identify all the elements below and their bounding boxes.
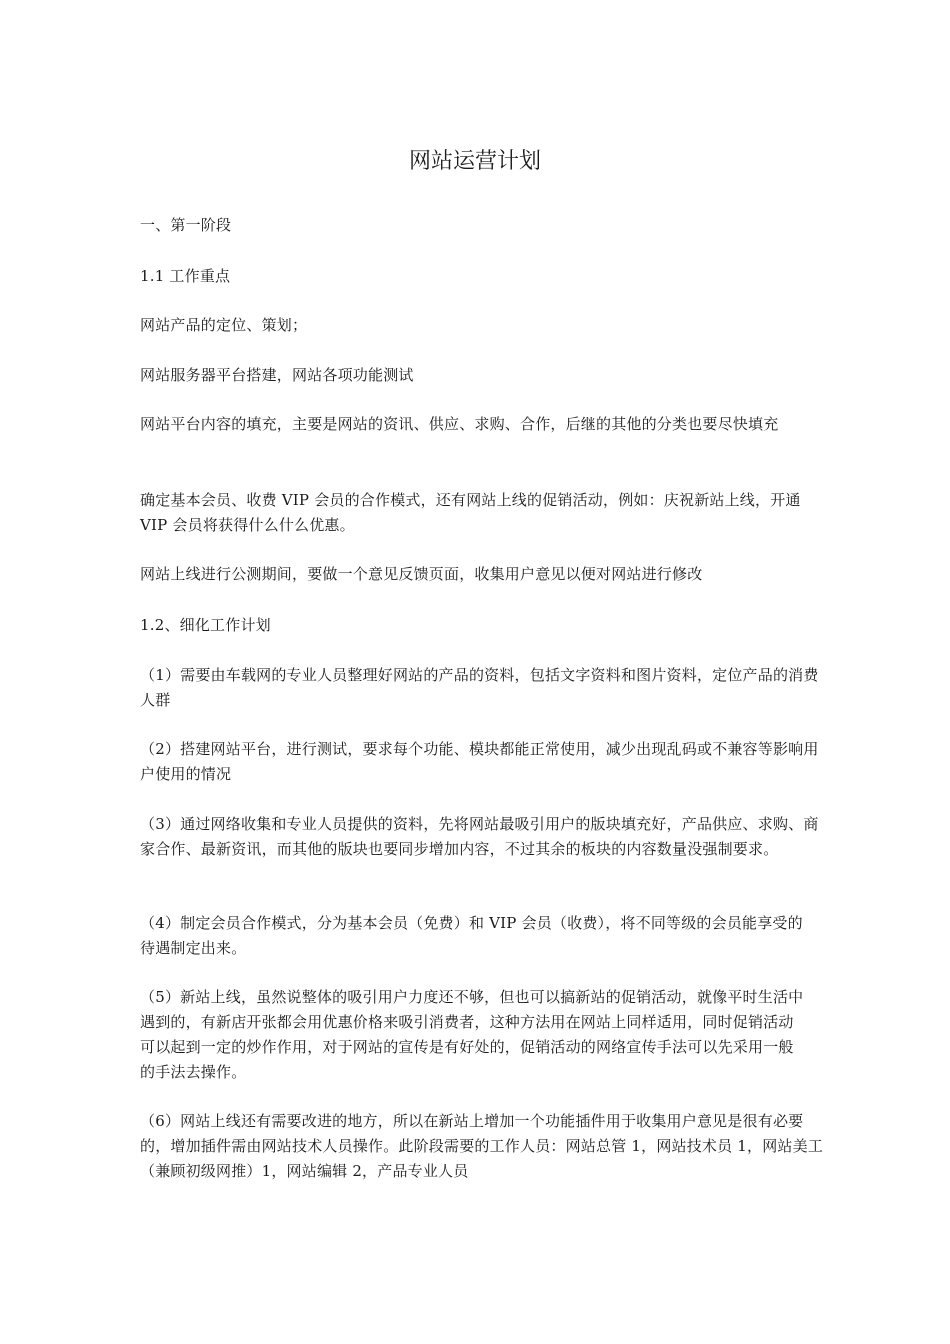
paragraph: 确定基本会员、收费 VIP 会员的合作模式，还有网站上线的促销活动，例如：庆祝新站上线，开通 VIP 会员将获得什么什么优惠。 [140,491,801,534]
paragraph: 网站服务器平台搭建，网站各项功能测试 [140,366,414,384]
list-item: （5）新站上线，虽然说整体的吸引用户力度还不够，但也可以搞新站的促销活动，就像平时生活中遇到的，有新店开张都会用优惠价格来吸引消费者，这种方法用在网站上同样适用，同时促销活动可以起到一定的炒作作用，对于网站的宣传是有好处的，促销活动的网络宣传手法可以先采用一般的手法去操作。 [140,988,804,1081]
list-item: （4）制定会员合作模式，分为基本会员（免费）和 VIP 会员（收费），将不同等级的会员能享受的待遇制定出来。 [140,914,803,957]
subsection-heading: 1.1 工作重点 [140,267,231,285]
list-item: （1）需要由车载网的专业人员整理好网站的产品的资料，包括文字资料和图片资料，定位产品的消费人群 [140,666,819,709]
paragraph: 网站平台内容的填充，主要是网站的资讯、供应、求购、合作，后继的其他的分类也要尽快填充 [140,415,779,433]
paragraph: 网站产品的定位、策划； [140,316,308,334]
subsection-heading: 1.2、细化工作计划 [140,616,271,634]
list-item: （6）网站上线还有需要改进的地方，所以在新站上增加一个功能插件用于收集用户意见是很有必要的，增加插件需由网站技术人员操作。此阶段需要的工作人员：网站总管 1，网站技术员 1，网站美工（兼顾初级网推）1，网站编辑 2，产品专业人员 [140,1112,824,1180]
list-item: （2）搭建网站平台，进行测试，要求每个功能、模块都能正常使用，减少出现乱码或不兼容等影响用户使用的情况 [140,740,819,783]
section-heading: 一、第一阶段 [140,216,232,234]
paragraph: 网站上线进行公测期间，要做一个意见反馈页面，收集用户意见以便对网站进行修改 [140,565,703,583]
document-title: 网站运营计划 [408,149,541,174]
list-item: （3）通过网络收集和专业人员提供的资料，先将网站最吸引用户的版块填充好，产品供应、求购、商家合作、最新资讯，而其他的版块也要同步增加内容，不过其余的板块的内容数量没强制要求。 [140,815,819,858]
